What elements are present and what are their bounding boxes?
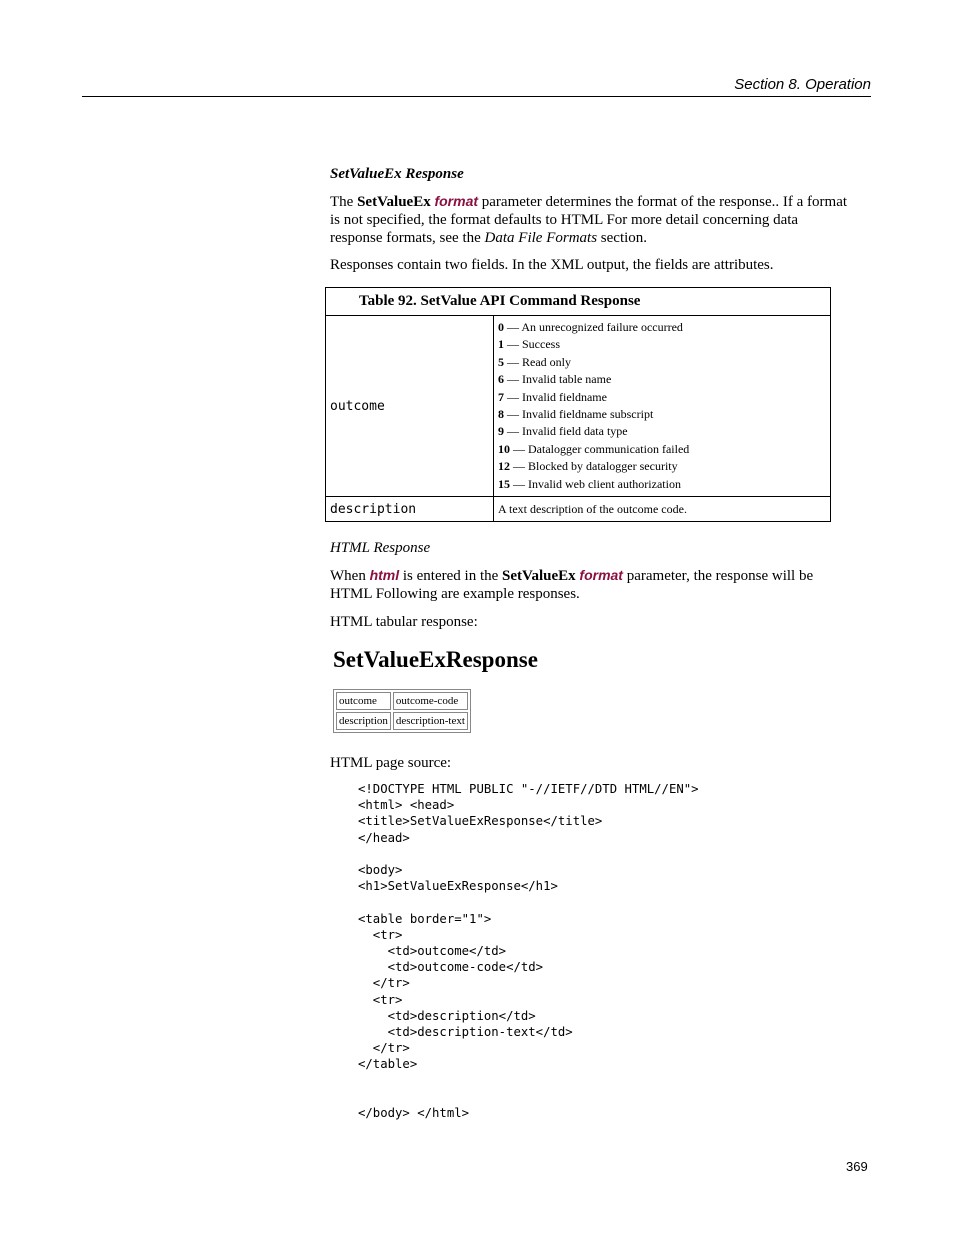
format-param: format (434, 193, 479, 209)
outcome-code-item: 15 — Invalid web client authorization (498, 476, 681, 491)
setvalueex-response-heading: SetValueEx Response (330, 166, 464, 182)
field-description: A text description of the outcome code. (494, 497, 831, 522)
outcome-code-item: 6 — Invalid table name (498, 372, 612, 387)
table-caption: Table 92. SetValue API Command Response (326, 288, 831, 316)
outcome-code-item: 5 — Read only (498, 354, 571, 369)
section-title: Section 8. Operation (734, 76, 871, 93)
fields-paragraph: Responses contain two fields. In the XML output, the fields are attributes. (330, 257, 774, 273)
tabular-response-label: HTML tabular response: (330, 614, 478, 630)
api-response-table (325, 287, 831, 522)
html-format-paragraph: When html is entered in the SetValueEx format parameter, the response will be HTML Following are example responses. (330, 567, 814, 602)
outcome-code-item: 8 — Invalid fieldname subscript (498, 407, 654, 422)
html-source-code: <!DOCTYPE HTML PUBLIC "-//IETF//DTD HTML//EN"> <html> <head> <title>SetValueExResponse</title> </head> <body> <h1>SetValueExResponse</h1> <table border="1"> <tr> <td>outcome</td> <td>outcome-code</td> </tr> <tr> <td>description</td> <td>description-text</td> </tr> </table> </body> </html> (358, 782, 699, 1121)
outcome-codes (494, 316, 831, 497)
table-row (336, 692, 468, 710)
field-name: outcome (326, 316, 494, 497)
demo-response-table (333, 689, 471, 733)
command-keyword: SetValueEx (357, 194, 431, 210)
demo-cell: description (336, 712, 391, 730)
table-row (326, 316, 831, 497)
format-param: format (579, 567, 623, 583)
page-number: 369 (846, 1159, 868, 1174)
main-content (330, 166, 850, 283)
html-param: html (369, 567, 400, 583)
page-source-label: HTML page source: (330, 755, 452, 771)
outcome-code-item: 0 — An unrecognized failure occurred (498, 320, 683, 334)
table-row (336, 712, 468, 730)
table-row (326, 497, 831, 522)
page-header (82, 76, 871, 97)
field-name: description (326, 497, 494, 522)
demo-cell: outcome (336, 692, 391, 710)
outcome-code-item: 1 — Success (498, 337, 560, 352)
command-keyword: SetValueEx (502, 568, 576, 584)
html-response-heading: HTML Response (330, 540, 431, 556)
format-paragraph: The SetValueEx format parameter determines the format of the response.. If a format is not specified, the format defaults to HTML For more detail concerning data response formats, see the Data File Formats section. (330, 193, 848, 246)
outcome-code-item: 7 — Invalid fieldname (498, 389, 607, 404)
demo-response-title: SetValueExResponse (333, 647, 538, 672)
data-file-formats-ref: Data File Formats (484, 230, 598, 246)
demo-cell: description-text (393, 712, 468, 730)
outcome-code-item: 12 — Blocked by datalogger security (498, 459, 678, 474)
outcome-code-item: 9 — Invalid field data type (498, 424, 628, 439)
demo-cell: outcome-code (393, 692, 468, 710)
html-response-section (330, 540, 850, 640)
outcome-code-item: 10 — Datalogger communication failed (498, 441, 690, 456)
